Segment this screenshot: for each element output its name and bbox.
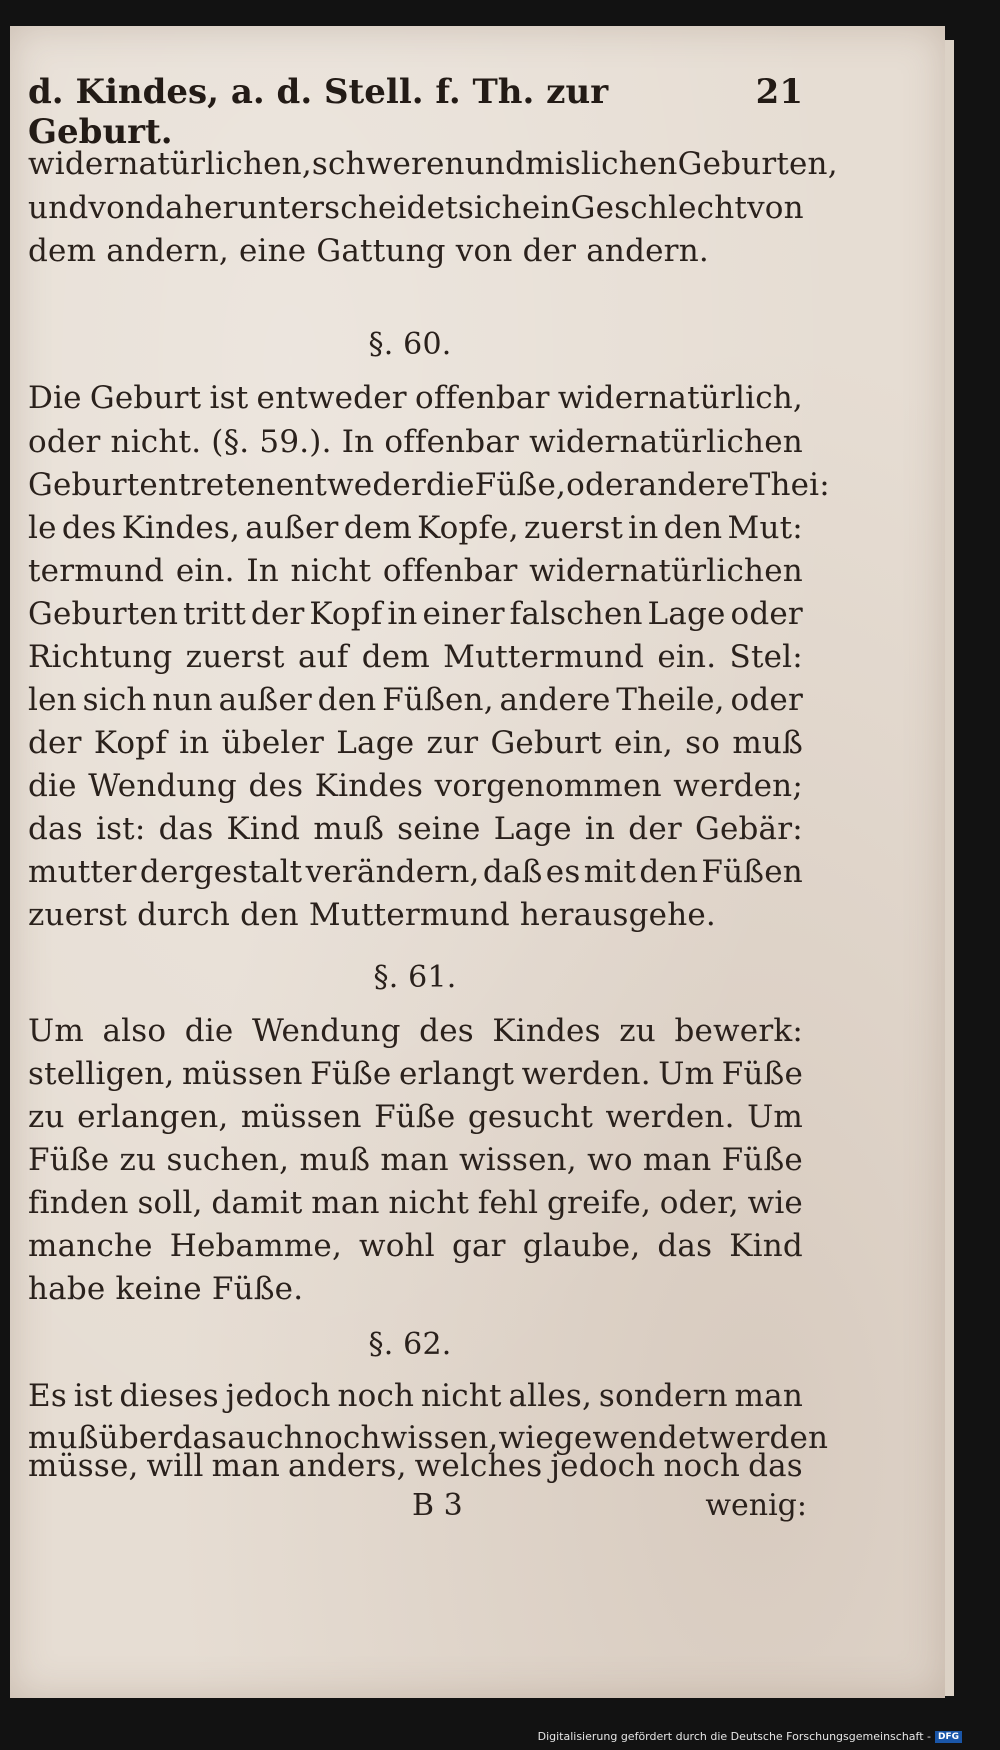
word: le [28,510,57,546]
word: Theile, [616,682,725,718]
word: wissen, [380,1420,499,1456]
word: andere [499,682,611,718]
word: len [28,682,77,718]
word: Um [747,1099,803,1135]
word: Geburten [28,467,179,503]
text-line [28,190,803,226]
word: widernatürlichen [529,553,803,589]
text-line [28,380,803,416]
word: nicht [290,553,372,589]
word: also [102,1013,167,1049]
word: will [146,1448,204,1484]
word: wissen, [459,1142,577,1178]
word: zuerst [523,510,623,546]
text-line [28,424,803,460]
word: Mut: [727,510,803,546]
word: in [584,811,616,847]
word: Kopfe, [417,510,519,546]
word: fehl [477,1185,539,1221]
word: müssen [240,1099,362,1135]
word: alles, [508,1378,593,1414]
word: werden. [605,1099,735,1135]
word: ist: [95,811,146,847]
word: dergestalt [139,854,303,890]
word: mutter [28,854,137,890]
word: offenbar [384,424,520,460]
word: offenbar [414,380,550,416]
word: Füße [310,1056,392,1092]
word: greife, [547,1185,652,1221]
word: oder [730,682,803,718]
word: In [246,553,279,589]
word: jedoch [550,1448,656,1484]
word: (§. [211,424,250,460]
word: man [380,1142,449,1178]
word: von [88,190,146,226]
word: man [642,1142,712,1178]
word: das [657,1228,713,1264]
text-line [28,725,803,761]
word: verändern, [305,854,480,890]
text-line [28,1099,803,1135]
word: auf [297,639,349,675]
word: überdas [98,1420,228,1456]
word: Füße [721,1056,803,1092]
word: einer [422,596,505,632]
word: von [747,190,804,226]
word: vorgenommen [434,768,662,804]
word: manche [28,1228,153,1264]
text-line: zuerst durch den Muttermund herausgehe. [28,897,716,933]
word: Geburt [490,725,602,761]
word: wohl [359,1228,435,1264]
word: sich [457,190,522,226]
text-line [28,1185,803,1221]
credit-text: Digitalisierung gefördert durch die Deutsche Forschungsgemeinschaft - [537,1730,931,1743]
word: mislichen [525,146,678,182]
word: nicht. [110,424,202,460]
word: nicht [388,1185,470,1221]
text-line [28,510,803,546]
word: Richtung [28,639,173,675]
text-line [28,553,803,589]
word: ist [73,1378,113,1414]
word: oder [28,424,101,460]
word: welches [414,1448,543,1484]
word: zu [119,1142,157,1178]
text-line [28,596,803,632]
word: man [211,1448,281,1484]
word: wie [747,1185,803,1221]
text-line [28,811,803,847]
word: Kind [729,1228,803,1264]
word: des [61,510,117,546]
word: jedoch [225,1378,331,1414]
word: auch [227,1420,304,1456]
word: muß [732,725,803,761]
word: nun [152,682,213,718]
word: Kindes, [121,510,241,546]
word: unterscheidet [237,190,458,226]
word: oder, [659,1185,739,1221]
word: offenbar [382,553,518,589]
word: erlangt [398,1056,515,1092]
word: muß [299,1142,371,1178]
text-line [28,854,803,890]
word: die [425,467,475,503]
word: Wendung [88,768,237,804]
text-line [28,1448,803,1484]
word: entweder [256,380,407,416]
text-line [28,146,838,182]
word: dem [343,510,412,546]
page-edge [945,40,954,1696]
word: das [28,811,83,847]
word: außer [245,510,339,546]
word: ein. [657,639,717,675]
word: Lage [647,596,726,632]
word: Kindes [492,1013,601,1049]
page-footer [412,1488,807,1523]
word: Füßen, [382,682,494,718]
word: werden; [673,768,803,804]
word: in [179,725,210,761]
word: erlangen, [77,1099,229,1135]
word: sondern [598,1378,728,1414]
word: in [387,596,418,632]
word: den [317,682,377,718]
signature-mark: B 3 [412,1488,463,1523]
word: finden [28,1185,129,1221]
text-line: dem andern, eine Gattung von der andern. [28,233,709,269]
word: oder [566,467,639,503]
word: Füße [28,1142,110,1178]
text-line [28,1142,803,1178]
word: gewendet [553,1420,710,1456]
word: des [248,768,304,804]
word: noch [663,1448,741,1484]
word: und [28,190,89,226]
text-line [28,1228,803,1264]
word: noch [303,1420,381,1456]
word: wie [498,1420,554,1456]
word: Thei: [749,467,830,503]
word: suchen, [166,1142,290,1178]
running-title: d. Kindes, a. d. Stell. f. Th. zur Geburt. [28,72,609,152]
word: andere [638,467,750,503]
digitization-credit [538,1730,962,1743]
word: seine [397,811,481,847]
word: werden. [521,1056,651,1092]
word: Muttermund [443,639,645,675]
word: In [341,424,375,460]
word: Kindes [314,768,424,804]
word: sich [82,682,147,718]
word: ein. [175,553,235,589]
word: bewerk: [674,1013,803,1049]
word: widernatürlichen [529,424,803,460]
word: der [28,725,82,761]
word: gar [451,1228,506,1264]
word: falschen [509,596,643,632]
word: daß [482,854,543,890]
word: gesucht [467,1099,594,1135]
word: die [184,1013,234,1049]
word: wo [587,1142,633,1178]
word: zu [619,1013,656,1049]
section-heading: §. 62. [368,1327,452,1362]
word: des [419,1013,474,1049]
word: Füßen [701,854,803,890]
word: muß [28,1420,99,1456]
word: Lage [493,811,572,847]
word: tritt [182,596,247,632]
word: widernatürlichen, [28,146,312,182]
word: Wendung [251,1013,401,1049]
word: soll, [137,1185,203,1221]
catchword: wenig: [705,1488,807,1523]
word: 59.). [259,424,332,460]
word: man [734,1378,803,1414]
text-line [28,1013,803,1049]
word: ein [521,190,571,226]
word: Die [28,380,82,416]
word: es [545,854,581,890]
word: das [158,811,214,847]
word: ist [209,380,249,416]
text-line [28,639,803,675]
word: Füße, [474,467,567,503]
word: Geburten [28,596,179,632]
word: und [464,146,526,182]
word: glaube, [522,1228,641,1264]
word: entweder [275,467,426,503]
word: müssen [181,1056,303,1092]
word: mit [583,854,637,890]
word: der [250,596,305,632]
word: dem [361,639,430,675]
word: den [639,854,699,890]
word: treten [178,467,276,503]
word: die [28,768,77,804]
word: übeler [221,725,325,761]
word: Hebamme, [169,1228,343,1264]
section-heading: §. 60. [368,327,452,362]
word: Stel: [729,639,803,675]
word: termund [28,553,165,589]
text-line [28,1378,803,1414]
word: widernatürlich, [557,380,803,416]
word: Füße [721,1142,803,1178]
word: Füße [374,1099,456,1135]
word: Gebär: [695,811,803,847]
word: zu [28,1099,65,1135]
word: schweren [311,146,465,182]
word: Lage [336,725,415,761]
page-number: 21 [755,72,803,112]
word: in [628,510,659,546]
word: Geburten, [677,146,838,182]
word: Kind [226,811,301,847]
word: Es [28,1378,67,1414]
word: ein, [614,725,673,761]
word: müsse, [28,1448,139,1484]
word: zuerst [185,639,285,675]
word: dieses [119,1378,219,1414]
word: zur [426,725,479,761]
text-line [28,768,803,804]
text-line [28,1056,803,1092]
word: so [685,725,721,761]
word: der [628,811,682,847]
word: Um [658,1056,715,1092]
text-line [28,467,830,503]
word: das [748,1448,803,1484]
text-line: habe keine Füße. [28,1271,304,1307]
word: daher [145,190,238,226]
word: Kopf [93,725,167,761]
word: Kopf [309,596,383,632]
word: nicht [420,1378,502,1414]
word: oder [730,596,803,632]
word: anders, [288,1448,407,1484]
dfg-logo-icon: DFG [935,1731,962,1743]
word: Geburt [89,380,202,416]
word: Um [28,1013,84,1049]
text-line [28,682,803,718]
word: Geschlecht [570,190,748,226]
word: man [311,1185,380,1221]
word: muß [313,811,385,847]
word: damit [211,1185,303,1221]
section-heading: §. 61. [373,960,457,995]
word: werden [709,1420,829,1456]
word: stelligen, [28,1056,175,1092]
running-head [28,72,803,152]
word: noch [337,1378,415,1414]
word: außer [218,682,312,718]
word: den [663,510,723,546]
